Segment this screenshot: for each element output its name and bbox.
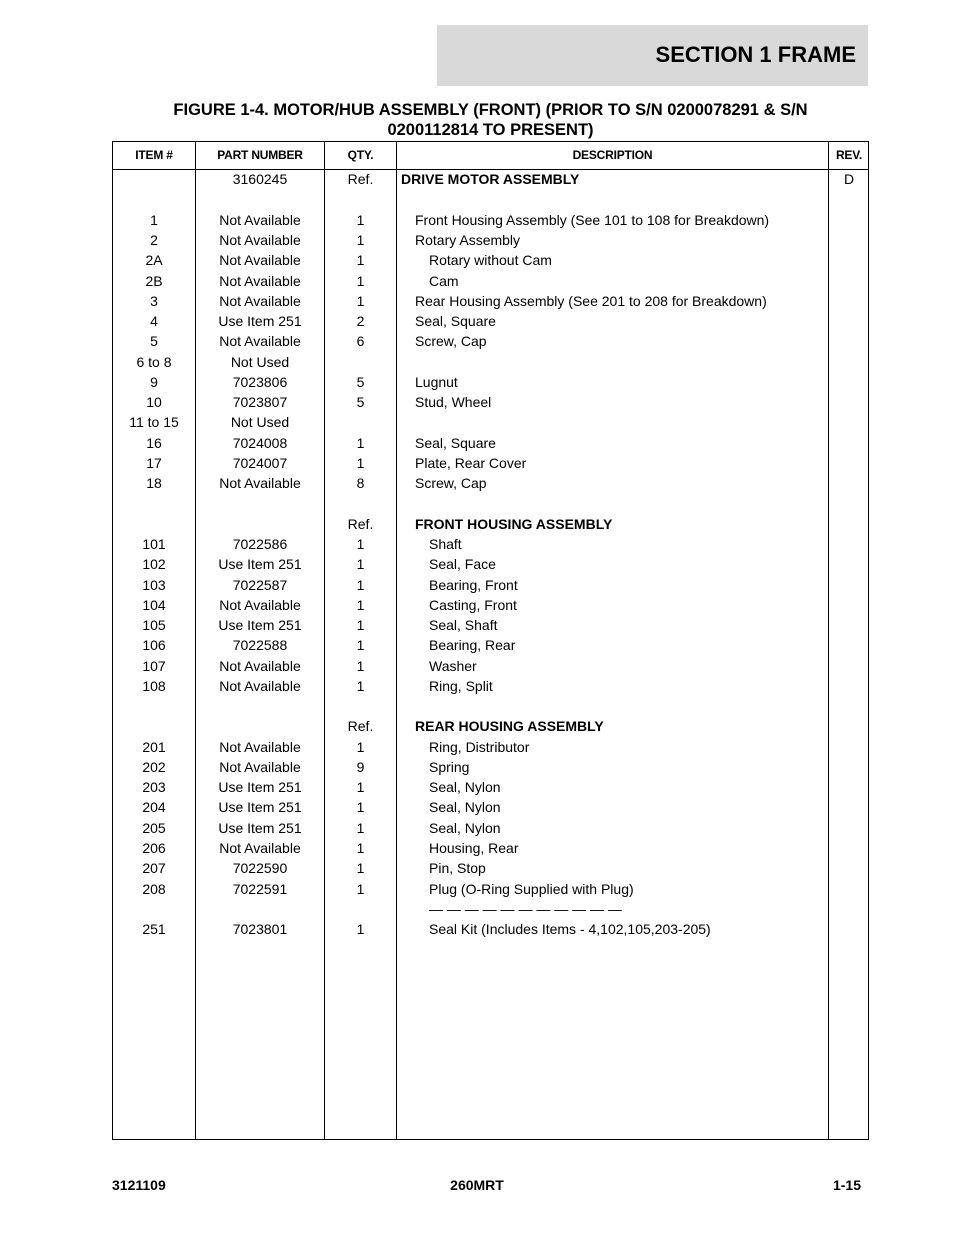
cell-item: 202 — [142, 759, 166, 775]
table-row — [113, 210, 868, 230]
cell-part: 7024008 — [232, 435, 288, 451]
cell-qty: Ref. — [347, 718, 374, 734]
table-row — [113, 311, 868, 331]
cell-qty: 1 — [356, 840, 365, 856]
cell-desc: Shaft — [429, 536, 462, 552]
table-row — [113, 534, 868, 554]
cell-qty: 1 — [356, 232, 365, 248]
table-row — [113, 595, 868, 615]
cell-desc: Screw, Cap — [415, 333, 487, 349]
cell-part: Not Available — [219, 759, 301, 775]
table-row — [113, 514, 868, 534]
cell-part: Use Item 251 — [218, 617, 302, 633]
cell-item: 2 — [150, 232, 158, 248]
table-row — [113, 879, 868, 899]
table-row — [113, 838, 868, 858]
cell-desc: Bearing, Rear — [429, 637, 516, 653]
cell-part: Not Available — [219, 252, 301, 268]
cell-desc: Bearing, Front — [429, 577, 518, 593]
table-row — [113, 453, 868, 473]
cell-qty: 1 — [356, 678, 365, 694]
cell-part: 7024007 — [232, 455, 288, 471]
cell-item: 1 — [150, 212, 158, 228]
cell-qty: 1 — [356, 779, 365, 795]
table-row — [113, 331, 868, 351]
footer-model: 260MRT — [450, 1177, 504, 1193]
figure-title-line1: FIGURE 1-4. MOTOR/HUB ASSEMBLY (FRONT) (PRIOR TO S/N 0200078291 & S/N — [173, 101, 808, 119]
cell-part: Not Used — [230, 414, 290, 430]
cell-desc: Rotary without Cam — [429, 252, 552, 268]
table-row — [113, 412, 868, 432]
cell-desc: Spring — [429, 759, 470, 775]
table-row — [113, 737, 868, 757]
cell-desc: Ring, Distributor — [429, 739, 530, 755]
cell-rev: D — [843, 171, 855, 187]
cell-qty: Ref. — [347, 171, 374, 187]
table-row — [113, 757, 868, 777]
cell-qty: 8 — [356, 475, 365, 491]
cell-desc: Rear Housing Assembly (See 201 to 208 for Breakdown) — [415, 293, 767, 309]
cell-desc: Washer — [429, 658, 477, 674]
table-row — [113, 656, 868, 676]
table-row — [113, 818, 868, 838]
cell-item: 10 — [146, 394, 162, 410]
header-rev: REV. — [835, 148, 863, 162]
cell-item: 205 — [142, 820, 166, 836]
cell-part: Not Available — [219, 273, 301, 289]
cell-desc: Stud, Wheel — [415, 394, 492, 410]
cell-desc: Cam — [429, 273, 459, 289]
cell-qty: 5 — [356, 394, 365, 410]
cell-part: 3160245 — [232, 171, 288, 187]
cell-qty: 1 — [356, 455, 365, 471]
cell-item: 108 — [142, 678, 166, 694]
cell-qty: 1 — [356, 658, 365, 674]
cell-part: Use Item 251 — [218, 820, 302, 836]
table-row — [113, 777, 868, 797]
cell-part: Not Available — [219, 232, 301, 248]
cell-qty: 1 — [356, 577, 365, 593]
cell-qty: 1 — [356, 435, 365, 451]
cell-desc: Casting, Front — [429, 597, 517, 613]
cell-part: Not Available — [219, 212, 301, 228]
cell-part: Not Available — [219, 293, 301, 309]
cell-desc: Seal, Face — [429, 556, 496, 572]
cell-desc: DRIVE MOTOR ASSEMBLY — [401, 171, 580, 187]
cell-item: 104 — [142, 597, 166, 613]
cell-part: 7022588 — [232, 637, 288, 653]
section-header-box — [437, 25, 868, 86]
cell-desc: Ring, Split — [429, 678, 493, 694]
cell-qty: 1 — [356, 739, 365, 755]
figure-title-line2: 0200112814 TO PRESENT) — [387, 121, 594, 139]
cell-desc: REAR HOUSING ASSEMBLY — [415, 718, 604, 734]
cell-qty: 1 — [356, 293, 365, 309]
table-row — [113, 392, 868, 412]
cell-item: 101 — [142, 536, 166, 552]
cell-qty: 1 — [356, 536, 365, 552]
cell-item: 206 — [142, 840, 166, 856]
cell-part: Use Item 251 — [218, 779, 302, 795]
table-row — [113, 575, 868, 595]
cell-desc: — — — — — — — — — — — — [429, 901, 622, 917]
table-row — [113, 291, 868, 311]
table-row — [113, 676, 868, 696]
cell-qty: 6 — [356, 333, 365, 349]
cell-part: 7023801 — [232, 921, 288, 937]
table-row — [113, 250, 868, 270]
header-part-number: PART NUMBER — [217, 148, 303, 162]
cell-part: Not Available — [219, 597, 301, 613]
cell-desc: Rotary Assembly — [415, 232, 521, 248]
cell-desc: Lugnut — [415, 374, 458, 390]
cell-desc: Pin, Stop — [429, 860, 486, 876]
cell-qty: 2 — [356, 313, 365, 329]
cell-part: Use Item 251 — [218, 556, 302, 572]
table-row — [113, 230, 868, 250]
cell-desc: FRONT HOUSING ASSEMBLY — [415, 516, 613, 532]
cell-part: Use Item 251 — [218, 313, 302, 329]
cell-qty: 1 — [356, 921, 365, 937]
cell-item: 2A — [145, 252, 163, 268]
footer-doc-number: 3121109 — [112, 1177, 166, 1193]
table-row — [113, 352, 868, 372]
table-row — [113, 919, 868, 939]
cell-item: 207 — [142, 860, 166, 876]
cell-part: 7022587 — [232, 577, 288, 593]
cell-qty: 9 — [356, 759, 365, 775]
cell-qty: Ref. — [347, 516, 374, 532]
figure-title — [112, 100, 869, 140]
cell-item: 102 — [142, 556, 166, 572]
cell-part: Not Available — [219, 739, 301, 755]
table-row — [113, 372, 868, 392]
cell-item: 16 — [146, 435, 162, 451]
header-qty: QTY. — [347, 148, 374, 162]
cell-part: Not Available — [219, 840, 301, 856]
table-row — [113, 169, 868, 189]
cell-qty: 1 — [356, 637, 365, 653]
cell-desc: Seal, Nylon — [429, 779, 501, 795]
table-row — [113, 473, 868, 493]
cell-part: 7022591 — [232, 881, 288, 897]
table-row — [113, 635, 868, 655]
cell-qty: 1 — [356, 617, 365, 633]
cell-item: 18 — [146, 475, 162, 491]
header-item: ITEM # — [135, 148, 173, 162]
cell-item: 6 to 8 — [136, 354, 172, 370]
table-row — [113, 899, 868, 919]
cell-qty: 1 — [356, 273, 365, 289]
cell-desc: Seal, Nylon — [429, 799, 501, 815]
cell-desc: Screw, Cap — [415, 475, 487, 491]
cell-part: 7023806 — [232, 374, 288, 390]
cell-item: 4 — [150, 313, 158, 329]
cell-item: 208 — [142, 881, 166, 897]
cell-item: 17 — [146, 455, 162, 471]
cell-desc: Housing, Rear — [429, 840, 519, 856]
cell-qty: 1 — [356, 212, 365, 228]
cell-item: 204 — [142, 799, 166, 815]
cell-desc: Plate, Rear Cover — [415, 455, 527, 471]
footer-page-number: 1-15 — [832, 1177, 861, 1193]
cell-desc: Plug (O-Ring Supplied with Plug) — [429, 881, 634, 897]
cell-item: 9 — [150, 374, 158, 390]
cell-qty: 5 — [356, 374, 365, 390]
section-title: SECTION 1 FRAME — [655, 42, 856, 67]
cell-item: 251 — [142, 921, 166, 937]
cell-desc: Seal, Shaft — [429, 617, 498, 633]
table-row — [113, 858, 868, 878]
cell-part: Not Available — [219, 678, 301, 694]
cell-part: 7022590 — [232, 860, 288, 876]
cell-item: 201 — [142, 739, 166, 755]
cell-desc: Seal, Nylon — [429, 820, 501, 836]
table-row — [113, 554, 868, 574]
cell-part: 7023807 — [232, 394, 288, 410]
table-row — [113, 271, 868, 291]
cell-desc: Seal, Square — [415, 313, 496, 329]
cell-item: 2B — [145, 273, 163, 289]
header-description: DESCRIPTION — [572, 148, 653, 162]
cell-item: 105 — [142, 617, 166, 633]
cell-qty: 1 — [356, 799, 365, 815]
cell-desc: Front Housing Assembly (See 101 to 108 for Breakdown) — [415, 212, 770, 228]
cell-part: 7022586 — [232, 536, 288, 552]
cell-part: Not Available — [219, 658, 301, 674]
table-row — [113, 615, 868, 635]
table-row — [113, 433, 868, 453]
table-row — [113, 716, 868, 736]
cell-part: Not Available — [219, 475, 301, 491]
cell-item: 5 — [150, 333, 158, 349]
cell-item: 11 to 15 — [129, 414, 179, 430]
cell-qty: 1 — [356, 860, 365, 876]
cell-part: Not Used — [230, 354, 290, 370]
parts-table — [112, 141, 869, 1140]
table-row — [113, 797, 868, 817]
cell-qty: 1 — [356, 597, 365, 613]
cell-part: Not Available — [219, 333, 301, 349]
cell-qty: 1 — [356, 881, 365, 897]
cell-item: 3 — [150, 293, 158, 309]
cell-item: 106 — [142, 637, 166, 653]
cell-item: 103 — [142, 577, 166, 593]
cell-qty: 1 — [356, 820, 365, 836]
cell-qty: 1 — [356, 556, 365, 572]
cell-qty: 1 — [356, 252, 365, 268]
cell-item: 203 — [142, 779, 166, 795]
cell-part: Use Item 251 — [218, 799, 302, 815]
cell-desc: Seal Kit (Includes Items - 4,102,105,203-205) — [429, 921, 711, 937]
cell-desc: Seal, Square — [415, 435, 496, 451]
cell-item: 107 — [142, 658, 166, 674]
